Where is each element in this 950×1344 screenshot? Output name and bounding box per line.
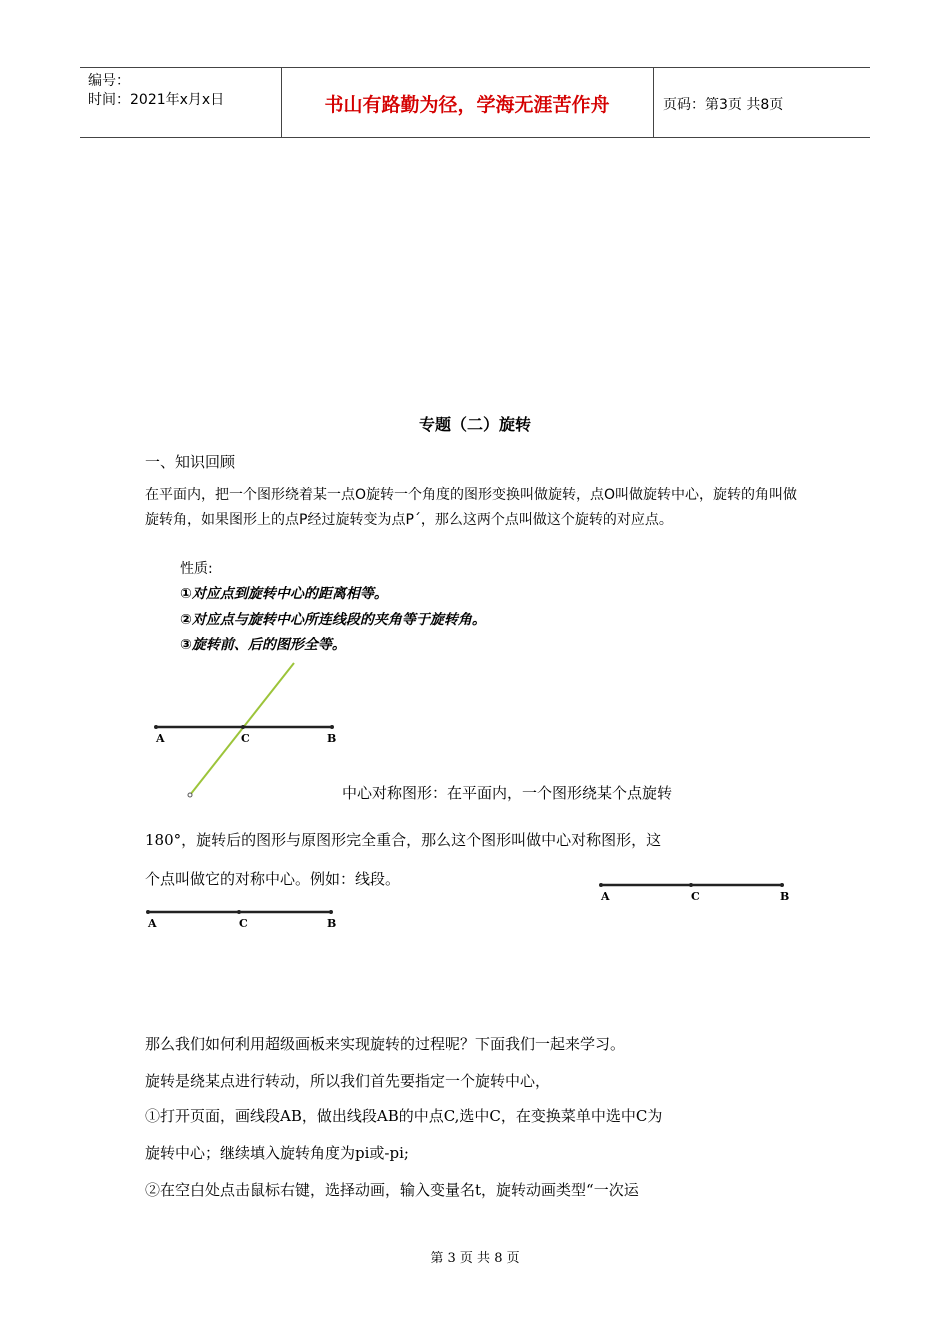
document-header bbox=[80, 67, 870, 138]
point-b bbox=[780, 883, 784, 887]
label-b: B bbox=[327, 732, 337, 745]
label-b: B bbox=[327, 917, 337, 930]
label-c: C bbox=[691, 890, 700, 903]
point-b bbox=[329, 910, 333, 914]
property-item: ②对应点与旋转中心所连线段的夹角等于旋转角。 bbox=[180, 612, 486, 628]
central-symmetry-line: 中心对称图形：在平面内，一个图形绕某个点旋转 bbox=[342, 784, 673, 802]
header-motto: 书山有路勤为径，学海无涯苦作舟 bbox=[324, 94, 610, 116]
label-a: A bbox=[156, 732, 165, 745]
page-footer: 第 3 页 共 8 页 bbox=[430, 1251, 520, 1266]
point-c bbox=[237, 910, 241, 914]
segment-endpoint bbox=[188, 793, 192, 797]
label-c: C bbox=[241, 732, 250, 745]
point-c bbox=[689, 883, 693, 887]
label-a: A bbox=[601, 890, 610, 903]
header-page-info: 页码：第3页 共8页 bbox=[663, 97, 784, 113]
rotation-figure bbox=[140, 655, 360, 805]
body-line: 那么我们如何利用超级画板来实现旋转的过程呢？下面我们一起来学习。 bbox=[145, 1035, 626, 1053]
property-item: ①对应点到旋转中心的距离相等。 bbox=[180, 586, 388, 602]
point-a bbox=[154, 725, 158, 729]
central-symmetry-line: 个点叫做它的对称中心。例如：线段。 bbox=[145, 870, 401, 888]
header-divider bbox=[653, 68, 654, 137]
point-c bbox=[241, 725, 245, 729]
body-line: ②在空白处点击鼠标右键，选择动画，输入变量名t，旋转动画类型“一次运 bbox=[145, 1181, 639, 1199]
central-symmetry-line: 180°，旋转后的图形与原图形完全重合，那么这个图形叫做中心对称图形，这 bbox=[145, 831, 662, 849]
header-meta bbox=[88, 72, 224, 110]
body-line: 旋转中心；继续填入旋转角度为pi或-pi; bbox=[145, 1144, 409, 1162]
rotated-segment bbox=[190, 663, 294, 795]
point-a bbox=[146, 910, 150, 914]
body-line: 旋转是绕某点进行转动，所以我们首先要指定一个旋转中心， bbox=[145, 1072, 551, 1090]
definition-paragraph: 在平面内，把一个图形绕着某一点O旋转一个角度的图形变换叫做旋转，点O叫做旋转中心，旋转的角叫做旋转角，如果图形上的点P经过旋转变为点P´，那么这两个点叫做这个旋转的对应点。 bbox=[145, 487, 798, 528]
label-a: A bbox=[148, 917, 157, 930]
properties-label: 性质: bbox=[180, 561, 213, 577]
header-time-label: 时间：2021年x月x日 bbox=[88, 92, 225, 108]
label-c: C bbox=[239, 917, 248, 930]
property-item: ③旋转前、后的图形全等。 bbox=[180, 637, 346, 653]
label-b: B bbox=[780, 890, 790, 903]
segment-figure-right bbox=[595, 875, 805, 907]
segment-figure-left bbox=[143, 902, 353, 934]
body-line: ①打开页面，画线段AB，做出线段AB的中点C,选中C，在变换菜单中选中C为 bbox=[145, 1107, 663, 1125]
header-number-label: 编号： bbox=[88, 73, 130, 89]
point-a bbox=[599, 883, 603, 887]
section-heading: 一、知识回顾 bbox=[145, 453, 236, 471]
point-b bbox=[330, 725, 334, 729]
page-title: 专题（二）旋转 bbox=[418, 415, 531, 434]
